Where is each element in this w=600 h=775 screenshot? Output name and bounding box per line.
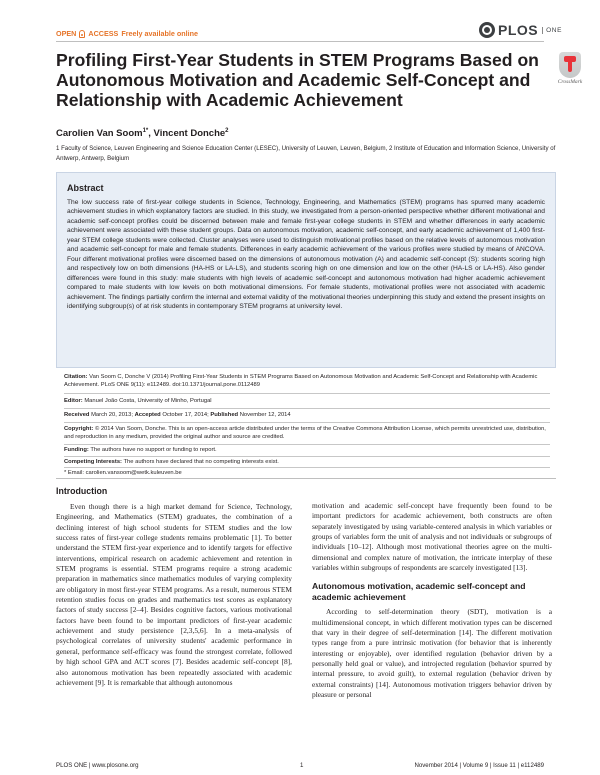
corresponding-marker: * bbox=[145, 128, 149, 134]
body-text bbox=[56, 502, 292, 688]
editor bbox=[64, 397, 550, 405]
body-text bbox=[312, 607, 552, 700]
open-access-banner bbox=[56, 29, 198, 38]
copyright-text: © 2014 Van Soom, Donche. This is an open-access article distributed under the terms of the Creative Commons Attribution License, which permits unrestricted use, distribution, and reproduction in any medium, provided the original author and source are credited. bbox=[64, 426, 546, 441]
editor-text: Manuel João Costa, University of Minho, Portugal bbox=[84, 398, 212, 404]
page-footer bbox=[56, 762, 544, 769]
funding bbox=[64, 446, 550, 454]
published-label: Published bbox=[210, 412, 239, 418]
body-divider bbox=[56, 478, 556, 479]
competing-interests bbox=[64, 458, 550, 466]
article-title: Profiling First-Year Students in STEM Programs Based on Autonomous Motivation and Academic Self-Concept and Relationship with Academic Achievement bbox=[56, 50, 539, 110]
open-access-label: OPEN bbox=[56, 29, 77, 38]
crossmark-label: CrossMark bbox=[557, 79, 583, 85]
dates bbox=[64, 411, 550, 419]
published-date: November 12, 2014 bbox=[239, 412, 291, 418]
left-column bbox=[56, 486, 292, 688]
affil-marker: 1 bbox=[142, 128, 146, 134]
email-link[interactable]: carolien.vansoom@wetk.kuleuven.be bbox=[85, 470, 182, 476]
open-access-label-b: ACCESS bbox=[88, 29, 119, 38]
abstract-heading: Abstract bbox=[67, 183, 104, 193]
accepted-label: Accepted bbox=[134, 412, 161, 418]
freely-available-label: Freely available online bbox=[121, 29, 199, 38]
paragraph: Even though there is a high market demand for Science, Technology, Engineering, and Mathematics (STEM) graduates, the combination of a declining interest of high school students for STEM studies and the low success rates of first-year college students remains problematic [1]. To better understand the STEM first-year experience and to identify targets for effective interventions, empirical research on academic achievement and retention in STEM programs is essential. STEM programs require a strong academic preparation in mathematics since mathematics modules of varying complexity are obligatory in most first-year STEM programs. As a result, numerous STEM retention studies focus on grades and mathematics test scores as explanatory factors of study success [2–4]. Besides cognitive factors, various motivational factors have been found to be important predictors of first-year academic achievement and study persistence [2,3,5,6]. In a meta-analysis of psychological correlates of university students' academic performance in general, performance self-efficacy was found the strongest correlate, followed by high school GPA and ACT scores [7]. Besides academic self-concept [8], also autonomous motivation has been repeatedly associated with academic achievement [9]. It is remarkable that although autonomous bbox=[56, 502, 292, 687]
editor-label: Editor: bbox=[64, 398, 83, 404]
meta-divider bbox=[64, 467, 550, 468]
section-heading: Introduction bbox=[56, 486, 108, 496]
right-column bbox=[312, 501, 552, 701]
header-divider bbox=[56, 41, 544, 42]
meta-divider bbox=[64, 444, 550, 445]
funding-text: The authors have no support or funding to report. bbox=[90, 447, 217, 453]
abstract-box bbox=[56, 172, 556, 368]
open-lock-icon bbox=[79, 30, 85, 38]
plos-one-sub: ONE bbox=[542, 27, 562, 34]
page-number: 1 bbox=[300, 762, 304, 769]
email bbox=[64, 469, 550, 477]
footer-journal[interactable]: PLOS ONE | www.plosone.org bbox=[56, 762, 139, 769]
plos-circle-icon bbox=[479, 22, 495, 38]
subsection-heading: Autonomous motivation, academic self-concept and academic achievement bbox=[312, 581, 526, 603]
citation-label: Citation: bbox=[64, 374, 88, 380]
citation-text: Van Soom C, Donche V (2014) Profiling First-Year Students in STEM Programs Based on Autonomous Motivation and Academic Self-Concept and Relationship with Academic Achievement. PLoS ONE 9(11): e112489. doi:10.1371/journal.pone.0112489 bbox=[64, 374, 538, 389]
footer-issue: November 2014 | Volume 9 | Issue 11 | e112489 bbox=[414, 762, 544, 769]
paragraph: motivation and academic self-concept have frequently been found to be important predictors for academic achievement, both constructs are often separately investigated by using variable-centered analysis in which variables or groups of variables form the unit of analysis and not individuals or subgroups of individuals [10–12]. Although most motivational theories agree on the multi-dimensional and complex nature of motivation, the intricate interplay of these variables within subgroups of respondents are scarcely investigated [13]. bbox=[312, 501, 552, 573]
meta-divider bbox=[64, 393, 550, 394]
plos-brand: PLOS bbox=[498, 22, 539, 38]
author-name[interactable]: Vincent Donche bbox=[153, 128, 226, 140]
affiliations: 1 Faculty of Science, Leuven Engineering and Science Education Center (LESEC), University of Leuven, Leuven, Belgium, 2 Institute of Education and Information Science, University of Antwerp, Antwerp, Belgium bbox=[56, 145, 556, 162]
email-label: * Email: bbox=[64, 470, 84, 476]
accepted-date: October 17, 2014; bbox=[162, 412, 209, 418]
crossmark-badge[interactable] bbox=[552, 52, 588, 85]
paragraph: According to self-determination theory (SDT), motivation is a multidimensional concept, in which different motivation types can be discerned that vary in their degree of self-determination [14]. The different motivation types range from a pure intrinsic motivation (for behavior that is inherently interesting or enjoyable), over identified regulation (behavior driven by a personally held goal or value), and introjected regulation (behavior spurred by internal pressure, to avoid guilt), to external regulation (behavior driven by external constraints) [14]. Autonomous motivation triggers behavior driven by pleasure or personal bbox=[312, 607, 552, 700]
received-label: Received bbox=[64, 412, 90, 418]
meta-divider bbox=[64, 456, 550, 457]
citation bbox=[64, 373, 550, 390]
crossmark-icon bbox=[559, 52, 581, 78]
body-text bbox=[312, 501, 552, 573]
copyright bbox=[64, 425, 550, 442]
received-date: March 20, 2013; bbox=[91, 412, 133, 418]
competing-label: Competing Interests: bbox=[64, 459, 122, 465]
meta-divider bbox=[64, 408, 550, 409]
author-name[interactable]: Carolien Van Soom bbox=[56, 128, 143, 140]
meta-divider bbox=[64, 422, 550, 423]
funding-label: Funding: bbox=[64, 447, 89, 453]
author-list bbox=[56, 128, 229, 139]
abstract-text: The low success rate of first-year college students in Science, Technology, Engineering, and Mathematics (STEM) programs has spurred many academic achievement studies in which explanatory factors are studied. In this study, we investigated from a person-oriented perspective whether different motivational and academic self-concept profiles could be discerned between male and female first-year college students in STEM and whether differences in early academic achievement were associated with these student groups. Data on autonomous motivation, academic self-concept, and early academic achievement of 1,400 first-year STEM college students were collected. Cluster analyses were used to distinguish motivational profiles based on the relative levels of autonomous motivation and academic self-concept for male and female students. Differences in early academic achievement of the various profiles were studied by means of ANCOVA. Four different motivational profiles were discerned based on the dimensions of autonomous motivation (A) and academic self-concept (S): students scoring high and respectively low on both dimensions (HA-HS or LA-LS), and students scoring high on one dimension and low on the other (HA-LS or LA-HS). Also gender differences were found in this study: male students with high levels of academic self-concept and autonomous motivation had higher academic achievement compared to male students with low levels on both motivational dimensions. For female students, motivational profiles were not associated with academic achievement. The findings partially confirm the internal and external validity of the motivational theories underpinning this study and extend the present insights on identifying subgroup(s) of at risk students in contemporary STEM programs at university level. bbox=[67, 199, 545, 310]
competing-text: The authors have declared that no competing interests exist. bbox=[123, 459, 279, 465]
plos-one-logo[interactable] bbox=[479, 22, 562, 38]
author-sep: , bbox=[148, 128, 154, 140]
affil-marker: 2 bbox=[225, 128, 229, 134]
copyright-label: Copyright: bbox=[64, 426, 94, 432]
